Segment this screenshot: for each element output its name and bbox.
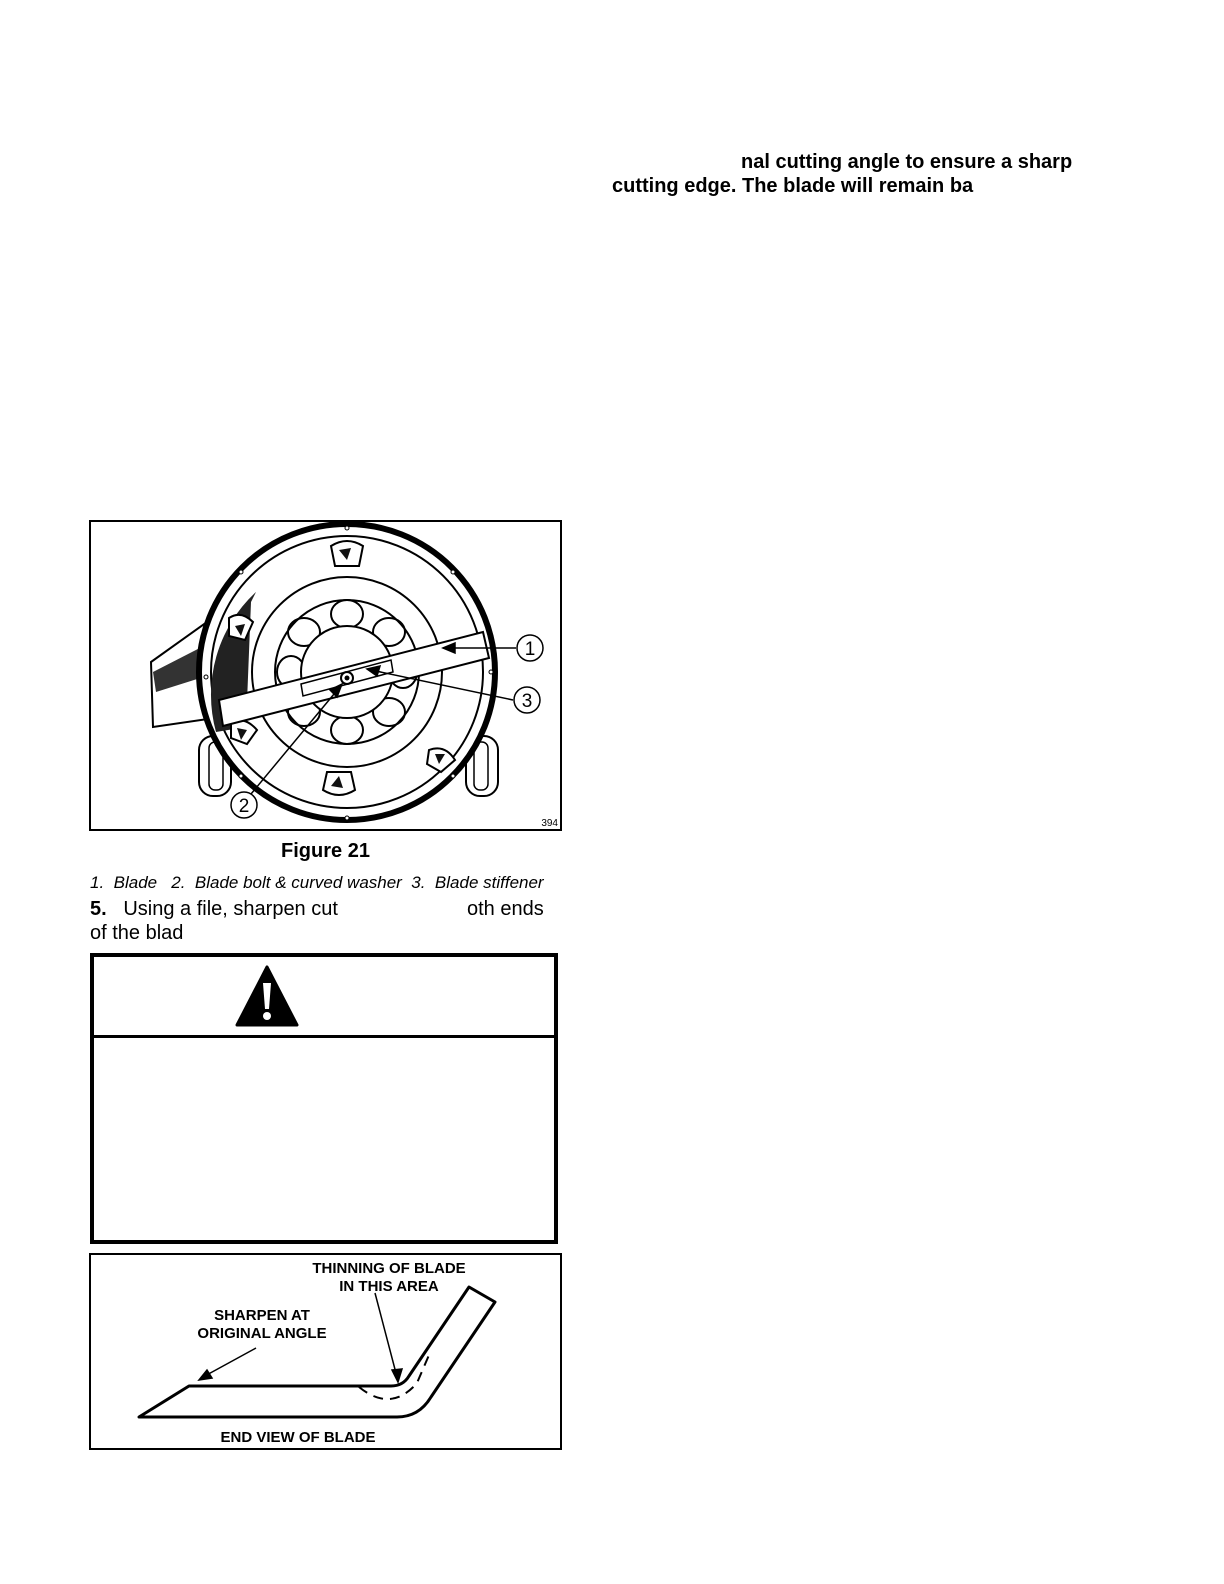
right-text-line-1: nal cutting angle to ensure a sharp — [741, 151, 1073, 173]
blade-end-view-figure — [89, 1253, 562, 1450]
figure-ref-number: 394 — [541, 818, 558, 829]
label-end-view: END VIEW OF BLADE — [220, 1429, 376, 1446]
step-5-line-1 — [90, 897, 338, 921]
step-5-text-b: oth ends — [467, 898, 544, 920]
warning-triangle-icon — [235, 963, 299, 1027]
figure-21-legend: 1. Blade 2. Blade bolt & curved washer 3. Blade stiffener — [90, 873, 544, 892]
callout-3: 3 — [521, 691, 533, 712]
right-text-line-2: cutting edge. The blade will remain ba — [612, 175, 974, 197]
figure-21-caption: Figure 21 — [281, 840, 370, 862]
label-thinning: THINNING OF BLADE IN THIS AREA — [312, 1260, 466, 1295]
warning-box-divider — [94, 1035, 554, 1038]
label-sharpen: SHARPEN AT ORIGINAL ANGLE — [197, 1307, 327, 1342]
mower-deck-underside-drawing — [91, 522, 560, 829]
callout-2: 2 — [238, 796, 250, 817]
callout-1: 1 — [524, 639, 536, 660]
step-5-text-a: Using a file, sharpen cut — [123, 898, 338, 920]
warning-box — [90, 953, 558, 1244]
figure-21-illustration — [89, 520, 562, 831]
step-5-line-2: of the blad — [90, 922, 184, 944]
step-number: 5. — [90, 898, 107, 920]
